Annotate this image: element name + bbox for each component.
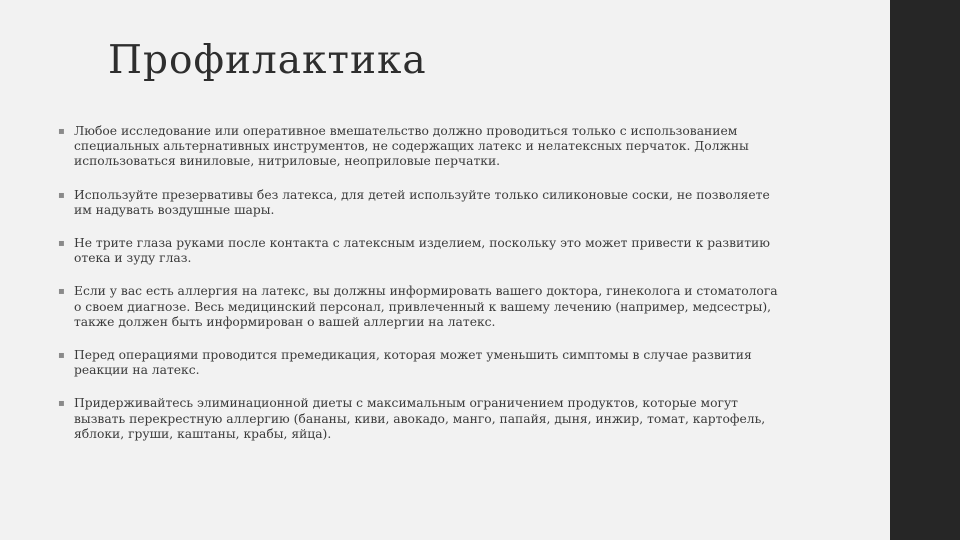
bullet-item	[56, 236, 782, 266]
bullet-text: Любое исследование или оперативное вмешательство должно проводиться только с использованием специальных альтернативных инструментов, не содержащих латекс и нелатексных перчаток. Должны использоваться виниловые, нитриловые, неоприловые перчатки.	[74, 124, 749, 169]
bullet-text: Придерживайтесь элиминационной диеты с максимальным ограничением продуктов, которые могут вызвать перекрестную аллергию (бананы, киви, авокадо, манго, папайя, дыня, инжир, томат, картофель, яблоки, груши, каштаны, крабы, яйца).	[74, 396, 766, 441]
bullet-text: Не трите глаза руками после контакта с латексным изделием, поскольку это может привести к развитию отека и зуду глаз.	[74, 236, 770, 266]
bullet-marker-icon: ▪	[58, 350, 65, 362]
bullet-text: Если у вас есть аллергия на латекс, вы должны информировать вашего доктора, гинеколога и стоматолога о своем диагнозе. Весь медицинский персонал, привлеченный к вашему лечению (например, медсестры), также должен быть информирован о вашей аллергии на латекс.	[74, 284, 778, 329]
bullet-marker-icon: ▪	[58, 238, 65, 250]
bullet-item	[56, 396, 782, 442]
slide-title: Профилактика	[108, 38, 427, 83]
sidebar-bar	[890, 0, 960, 540]
bullet-marker-icon: ▪	[58, 398, 65, 410]
bullet-item	[56, 284, 782, 330]
bullet-marker-icon: ▪	[58, 126, 65, 137]
bullet-list	[56, 124, 782, 460]
bullet-text: Перед операциями проводится премедикация, которая может уменьшить симптомы в случае развития реакции на латекс.	[74, 348, 752, 378]
bullet-item	[56, 348, 782, 378]
bullet-marker-icon: ▪	[58, 286, 65, 298]
bullet-text: Используйте презервативы без латекса, для детей используйте только силиконовые соски, не позволяете им надувать воздушные шары.	[74, 187, 770, 217]
bullet-item	[56, 124, 782, 170]
bullet-item	[56, 188, 782, 218]
bullet-marker-icon: ▪	[58, 189, 65, 201]
